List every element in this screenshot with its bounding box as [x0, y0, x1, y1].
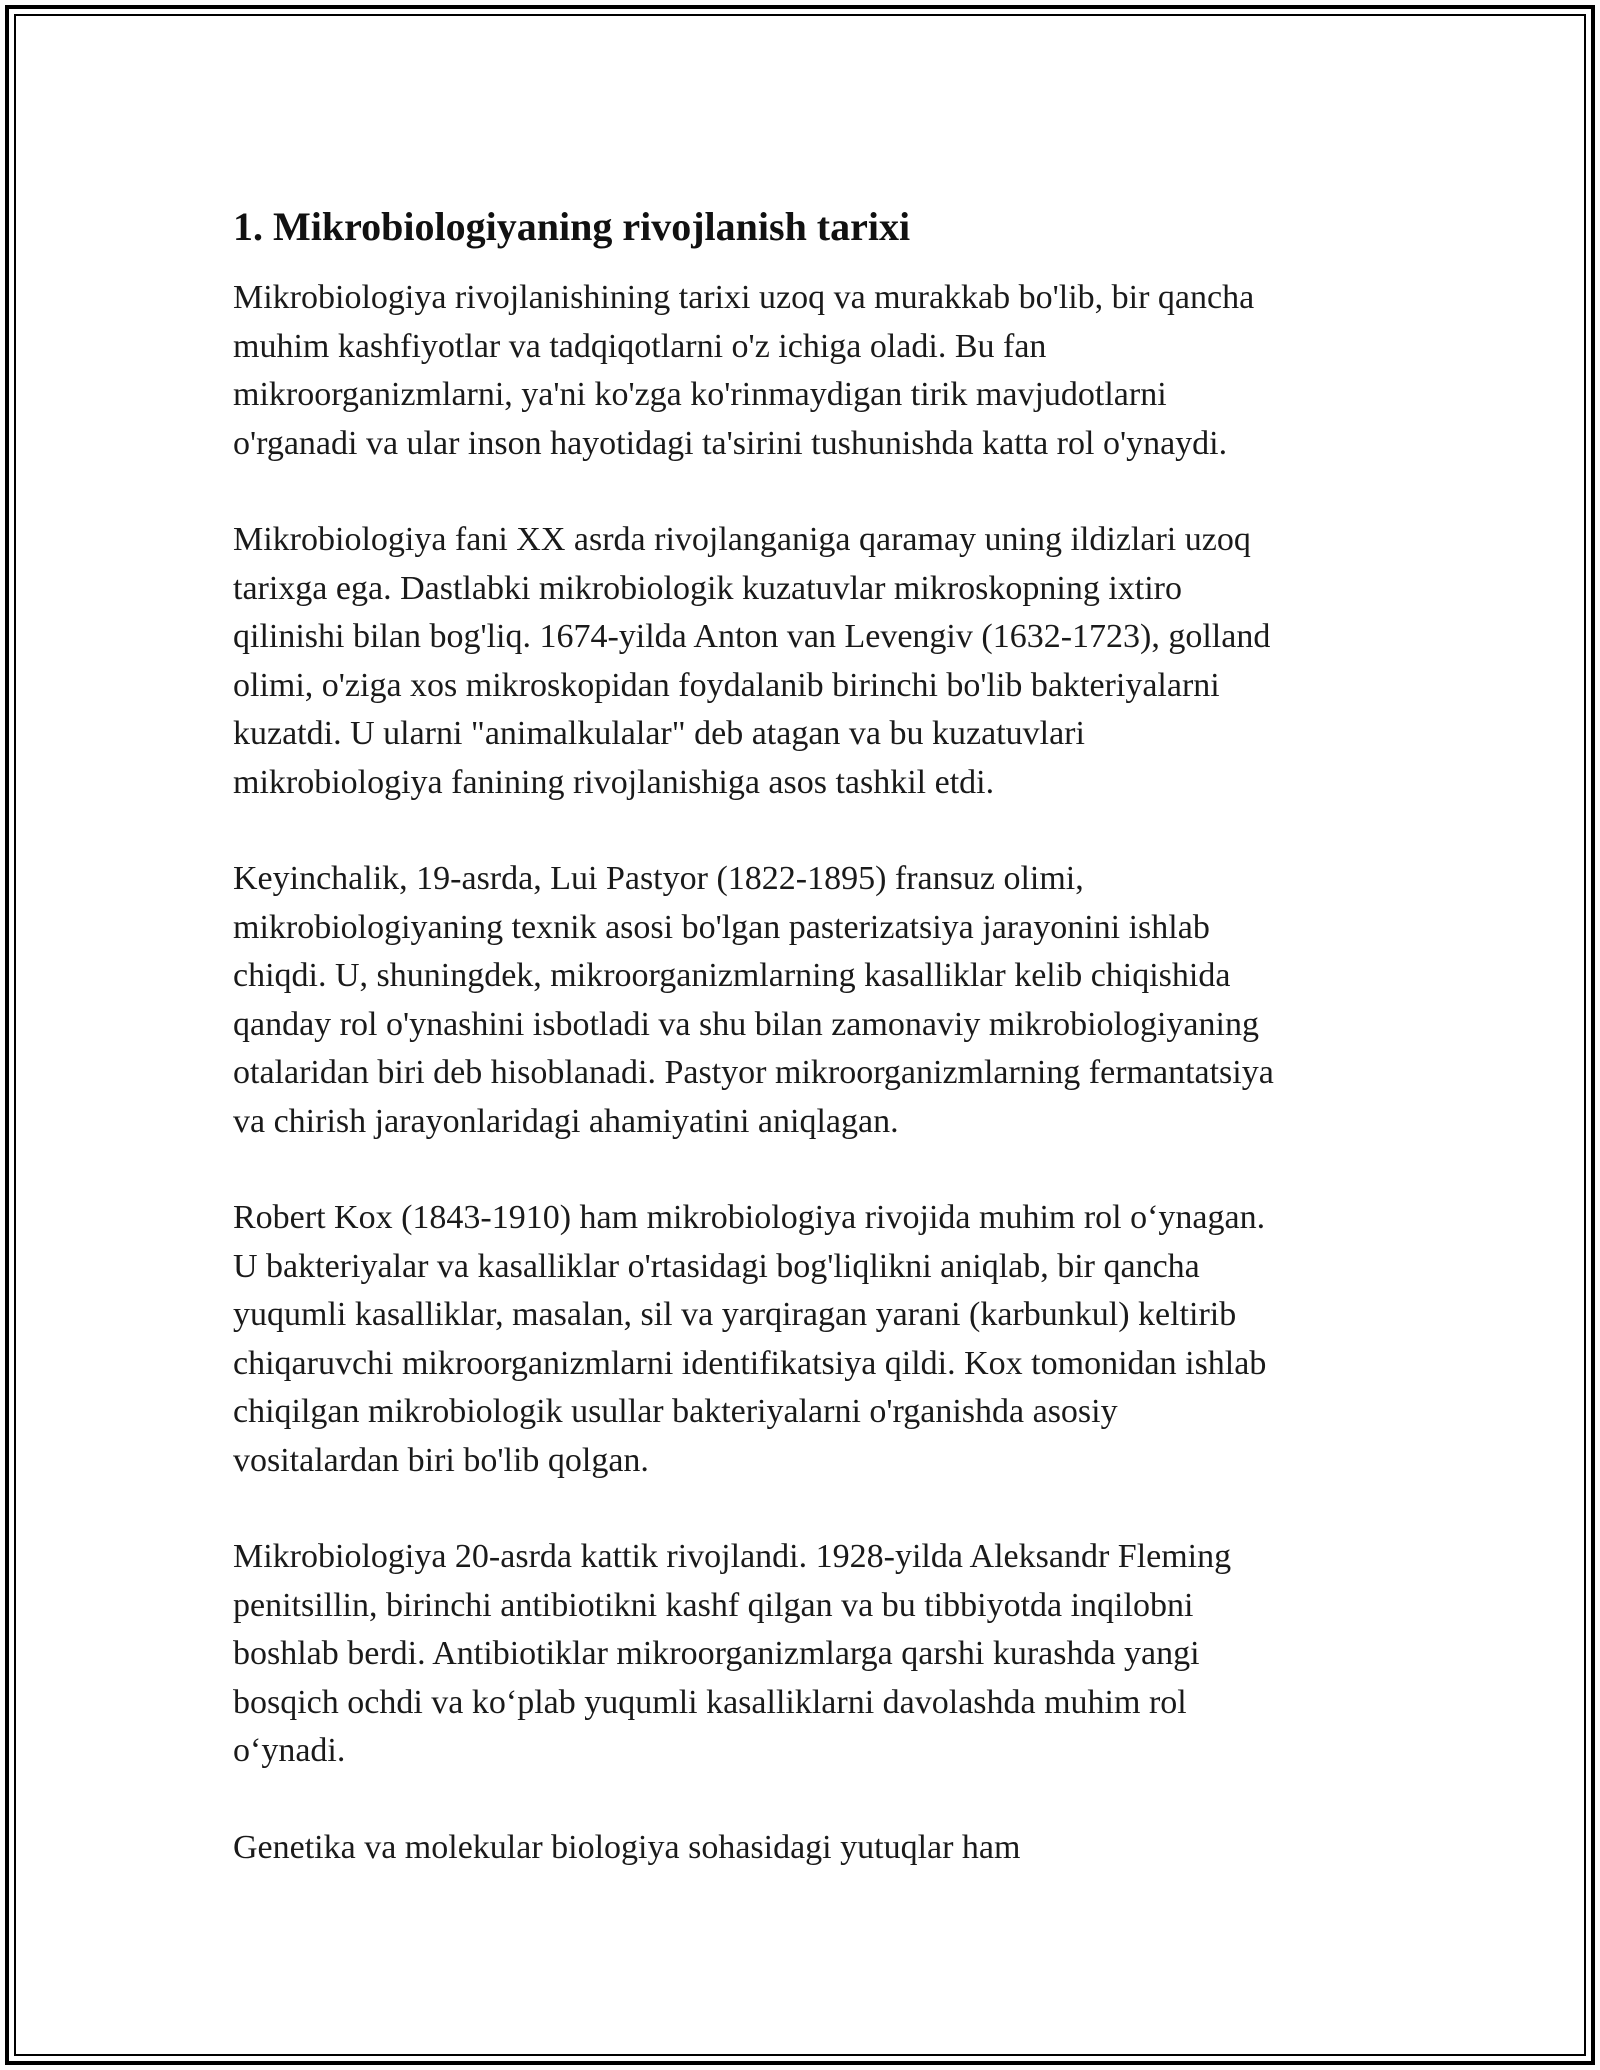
paragraph [233, 855, 1383, 1146]
paragraph-line: vositalardan biri bo'lib qolgan. [233, 1441, 649, 1479]
paragraph [233, 1194, 1383, 1485]
paragraph-line: otalaridan biri deb hisoblanadi. Pastyor mikroorganizmlarning fermantatsiya [233, 1054, 1274, 1091]
paragraph-line: olimi, o'ziga xos mikroskopidan foydalanib birinchi bo'lib bakteriyalarni [233, 666, 1220, 704]
paragraph-line: chiqdi. U, shuningdek, mikroorganizmlarning kasalliklar kelib chiqishida [233, 957, 1231, 994]
document-body [233, 274, 1383, 1872]
document-title: 1. Mikrobiologiyaning rivojlanish tarixi [233, 204, 911, 249]
paragraph [233, 516, 1383, 807]
paragraph-line: Keyinchalik, 19-asrda, Lui Pastyor (1822-1895) fransuz olimi, [233, 860, 1084, 897]
paragraph-line: Robert Kox (1843-1910) ham mikrobiologiya rivojida muhim rol oʻynagan. [233, 1199, 1266, 1236]
paragraph-line: U bakteriyalar va kasalliklar o'rtasidagi bog'liqlikni aniqlab, bir qancha [233, 1247, 1200, 1285]
paragraph-line: boshlab berdi. Antibiotiklar mikroorganizmlarga qarshi kurashda yangi [233, 1635, 1200, 1672]
paragraph-line: bosqich ochdi va koʻplab yuqumli kasalliklarni davolashda muhim rol [233, 1683, 1187, 1721]
paragraph-line: va chirish jarayonlaridagi ahamiyatini aniqlagan. [233, 1102, 899, 1140]
paragraph-line: chiqilgan mikrobiologik usullar bakteriyalarni o'rganishda asosiy [233, 1393, 1118, 1430]
paragraph-line: Mikrobiologiya fani XX asrda rivojlanganiga qaramay uning ildizlari uzoq [233, 521, 1251, 558]
paragraph-line: oʻynadi. [233, 1732, 346, 1769]
paragraph-line: Genetika va molekular biologiya sohasidagi yutuqlar ham [233, 1828, 1021, 1866]
paragraph-line: yuqumli kasalliklar, masalan, sil va yarqiragan yarani (karbunkul) keltirib [233, 1296, 1237, 1333]
paragraph-line: Mikrobiologiya rivojlanishining tarixi uzoq va murakkab bo'lib, bir qancha [233, 279, 1255, 316]
paragraph-line: qilinishi bilan bog'liq. 1674-yilda Anton van Levengiv (1632-1723), golland [233, 618, 1271, 655]
paragraph-line: muhim kashfiyotlar va tadqiqotlarni o'z ichiga oladi. Bu fan [233, 327, 1047, 365]
paragraph-line: mikrobiologiya fanining rivojlanishiga asos tashkil etdi. [233, 763, 995, 801]
paragraph-line: mikroorganizmlarni, ya'ni ko'zga ko'rinmaydigan tirik mavjudotlarni [233, 376, 1167, 413]
paragraph-line: mikrobiologiyaning texnik asosi bo'lgan pasterizatsiya jarayonini ishlab [233, 908, 1210, 946]
paragraph-line: penitsillin, birinchi antibiotikni kashf qilgan va bu tibbiyotda inqilobni [233, 1586, 1194, 1624]
paragraph [233, 1533, 1383, 1776]
paragraph-line: o'rganadi va ular inson hayotidagi ta'sirini tushunishda katta rol o'ynaydi. [233, 424, 1228, 462]
paragraph [233, 1824, 1383, 1873]
paragraph-line: qanday rol o'ynashini isbotladi va shu bilan zamonaviy mikrobiologiyaning [233, 1005, 1259, 1043]
document-page [5, 5, 1595, 2065]
paragraph-line: chiqaruvchi mikroorganizmlarni identifikatsiya qildi. Kox tomonidan ishlab [233, 1344, 1267, 1382]
paragraph [233, 274, 1383, 468]
paragraph-line: tarixga ega. Dastlabki mikrobiologik kuzatuvlar mikroskopning ixtiro [233, 569, 1182, 607]
paragraph-line: kuzatdi. U ularni "animalkulalar" deb atagan va bu kuzatuvlari [233, 715, 1085, 752]
document-content [233, 189, 1383, 1872]
paragraph-line: Mikrobiologiya 20-asrda kattik rivojlandi. 1928-yilda Aleksandr Fleming [233, 1538, 1232, 1575]
